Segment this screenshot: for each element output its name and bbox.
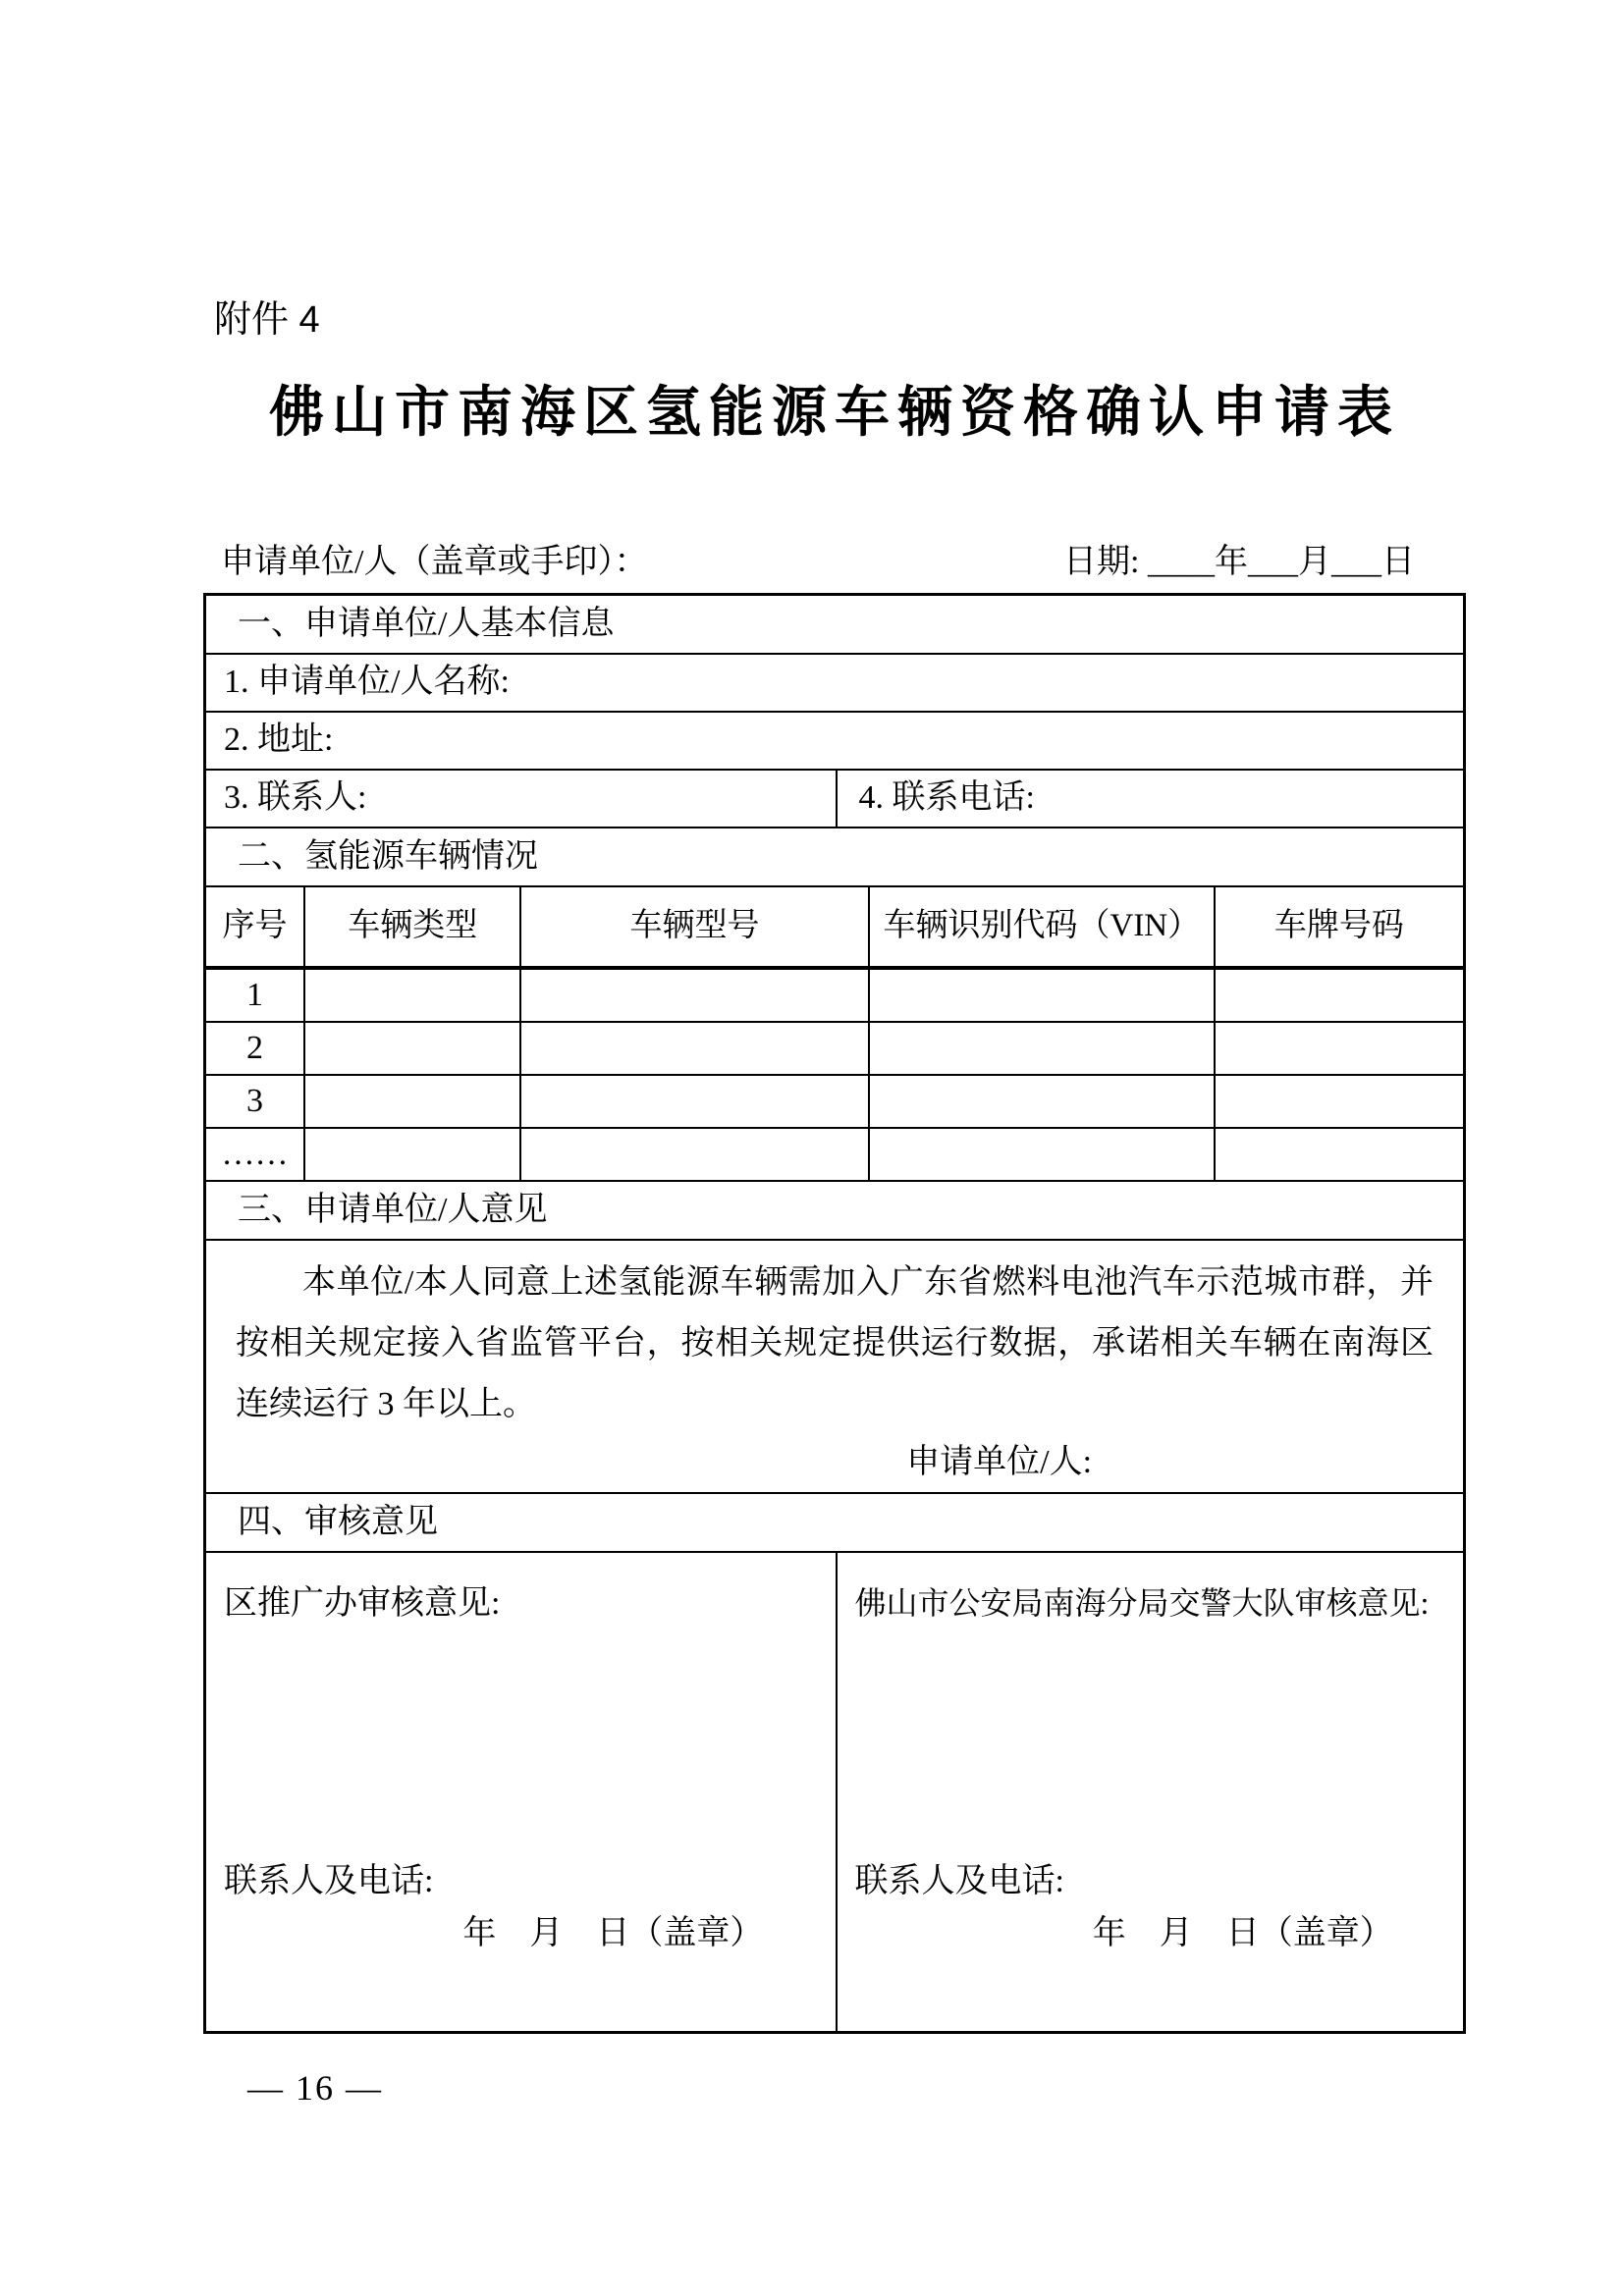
page-number: — 16 — — [247, 2068, 383, 2108]
row-index-cell: …… — [206, 1129, 305, 1180]
section3-header-label: 三、申请单位/人意见 — [238, 1191, 548, 1228]
district-review-label: 区推广办审核意见: — [224, 1585, 501, 1622]
section3-header-row — [206, 1182, 1463, 1241]
col-header-vehicle-type: 车辆类型 — [305, 887, 521, 966]
vehicle-row-3 — [206, 1076, 1463, 1129]
contact-phone-cell — [838, 771, 1463, 827]
row-index-cell: 1 — [206, 970, 305, 1021]
vehicle-model-cell — [521, 970, 870, 1021]
plate-number-cell — [1216, 1076, 1463, 1127]
vin-cell — [870, 970, 1216, 1021]
vehicle-type-cell — [305, 1076, 521, 1127]
applicant-opinion-cell — [206, 1241, 1463, 1494]
applicant-date-line — [221, 534, 1415, 582]
col-header-vehicle-model: 车辆型号 — [521, 887, 870, 966]
date-blank-label: 日期: ____年___月___日 — [1063, 544, 1415, 580]
district-contact-label: 联系人及电话: — [224, 1863, 434, 1900]
district-review-cell — [206, 1553, 838, 2031]
section2-header-label: 二、氢能源车辆情况 — [238, 837, 538, 875]
vehicle-model-cell — [521, 1076, 870, 1127]
address-label: 2. 地址: — [224, 721, 334, 759]
vin-cell — [870, 1129, 1216, 1180]
section4-header-row — [206, 1494, 1463, 1553]
police-review-cell — [838, 1553, 1463, 2031]
police-contact-label: 联系人及电话: — [854, 1863, 1064, 1900]
vehicle-type-cell — [305, 1129, 521, 1180]
address-row — [206, 713, 1463, 771]
applicant-name-row — [206, 655, 1463, 713]
vin-cell — [870, 1023, 1216, 1074]
contact-phone-label: 4. 联系电话: — [858, 779, 1035, 817]
contact-person-label: 3. 联系人: — [224, 779, 367, 817]
section1-header-row — [206, 596, 1463, 655]
vehicle-model-cell — [521, 1129, 870, 1180]
col-header-plate-number: 车牌号码 — [1273, 908, 1404, 944]
col-header-index: 序号 — [206, 887, 305, 966]
contact-row — [206, 771, 1463, 828]
contact-person-cell — [206, 771, 838, 827]
plate-number-cell — [1216, 970, 1463, 1021]
vehicle-table-header — [206, 887, 1463, 970]
police-date-seal-label: 年 月 日（盖章） — [1092, 1915, 1393, 1952]
police-review-label: 佛山市公安局南海分局交警大队审核意见: — [854, 1585, 1430, 1621]
review-row — [206, 1553, 1463, 2031]
vehicle-model-cell — [521, 1023, 870, 1074]
commitment-statement: 本单位/本人同意上述氢能源车辆需加入广东省燃料电池汽车示范城市群，并按相关规定接入省监管平台，按相关规定提供运行数据，承诺相关车辆在南海区连续运行 3 年以上。 — [236, 1264, 1434, 1422]
vehicle-row-more — [206, 1129, 1463, 1182]
applicant-seal-label: 申请单位/人（盖章或手印）： — [221, 544, 648, 580]
row-index-cell: 3 — [206, 1076, 305, 1127]
vehicle-row-1 — [206, 970, 1463, 1023]
applicant-name-label: 1. 申请单位/人名称: — [224, 664, 510, 701]
vehicle-row-2 — [206, 1023, 1463, 1076]
section4-header-label: 四、审核意见 — [238, 1503, 438, 1540]
page-title: 佛山市南海区氢能源车辆资格确认申请表 — [269, 383, 1400, 444]
vin-cell — [870, 1076, 1216, 1127]
plate-number-cell — [1216, 1023, 1463, 1074]
vehicle-type-cell — [305, 1023, 521, 1074]
section2-header-row — [206, 828, 1463, 887]
row-index-cell: 2 — [206, 1023, 305, 1074]
section1-header-label: 一、申请单位/人基本信息 — [238, 605, 615, 642]
col-header-vin: 车辆识别代码（VIN） — [870, 887, 1216, 966]
plate-number-cell — [1216, 1129, 1463, 1180]
application-form-table — [203, 593, 1466, 2034]
applicant-signature-label: 申请单位/人: — [906, 1444, 1093, 1480]
attachment-label: 附件 4 — [214, 299, 320, 341]
district-date-seal-label: 年 月 日（盖章） — [462, 1915, 764, 1952]
vehicle-type-cell — [305, 970, 521, 1021]
